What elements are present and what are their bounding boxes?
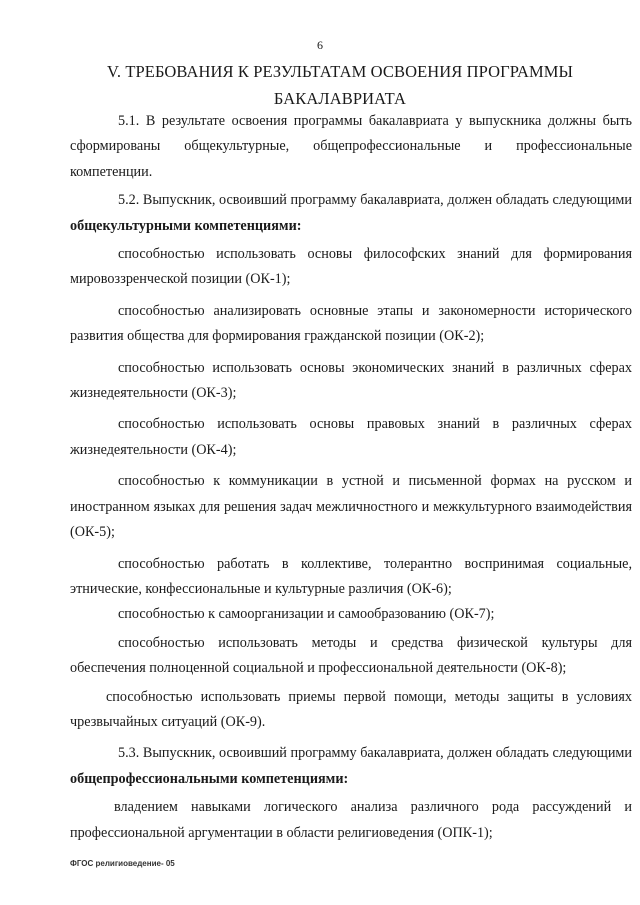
competence-ok-8: способностью использовать методы и средства физической культуры для обеспечения полноценной социальной и профессиональной деятельности (ОК-8);	[70, 634, 632, 677]
competence-ok-6: способностью работать в коллективе, толерантно воспринимая социальные, этнические, конфессиональные и культурные различия (ОК-6);	[70, 555, 632, 597]
competence-ok-3: способностью использовать основы экономических знаний в различных сферах жизнедеятельности (ОК-3);	[70, 359, 632, 402]
paragraph-5-2-bold: общекультурными компетенциями:	[70, 217, 302, 234]
competence-opk-1: владением навыками логического анализа различного рода рассуждений и профессиональной аргументации в области религиоведения (ОПК-1);	[70, 799, 632, 841]
paragraph-5-2	[70, 188, 632, 239]
document-body	[70, 109, 632, 846]
section-title-line-2: БАКАЛАВРИАТА	[273, 89, 407, 108]
section-title-line-1: V. ТРЕБОВАНИЯ К РЕЗУЛЬТАТАМ ОСВОЕНИЯ ПРОГРАММЫ	[106, 62, 574, 81]
competence-ok-9: способностью использовать приемы первой помощи, методы защиты в условиях чрезвычайных ситуаций (ОК-9).	[70, 688, 632, 730]
paragraph-5-1: 5.1. В результате освоения программы бакалавриата у выпускника должны быть сформированы общекультурные, общепрофессиональные и профессиональные компетенции.	[70, 113, 632, 180]
competence-ok-2: способностью анализировать основные этапы и закономерности исторического развития общества для формирования гражданской позиции (ОК-2);	[70, 302, 632, 345]
competence-ok-5: способностью к коммуникации в устной и письменной формах на русском и иностранном языках для решения задач межличностного и межкультурного взаимодействия (ОК-5);	[70, 473, 632, 541]
competence-ok-4: способностью использовать основы правовых знаний в различных сферах жизнедеятельности (ОК-4);	[70, 416, 632, 458]
paragraph-5-3	[70, 741, 632, 792]
paragraph-5-3-text: 5.3. Выпускник, освоивший программу бакалавриата, должен обладать следующими	[118, 745, 632, 762]
footer-code: ФГОС религиоведение- 05	[70, 859, 175, 868]
paragraph-5-3-bold: общепрофессиональными компетенциями:	[70, 770, 349, 787]
section-title	[60, 58, 620, 112]
competence-ok-7: способностью к самоорганизации и самообразованию (ОК-7);	[118, 606, 495, 623]
competence-ok-1: способностью использовать основы философских знаний для формирования мировоззренческой позиции (ОК-1);	[70, 246, 632, 288]
page-number: 6	[317, 38, 323, 52]
paragraph-5-2-text: 5.2. Выпускник, освоивший программу бакалавриата, должен обладать следующими	[118, 192, 632, 209]
